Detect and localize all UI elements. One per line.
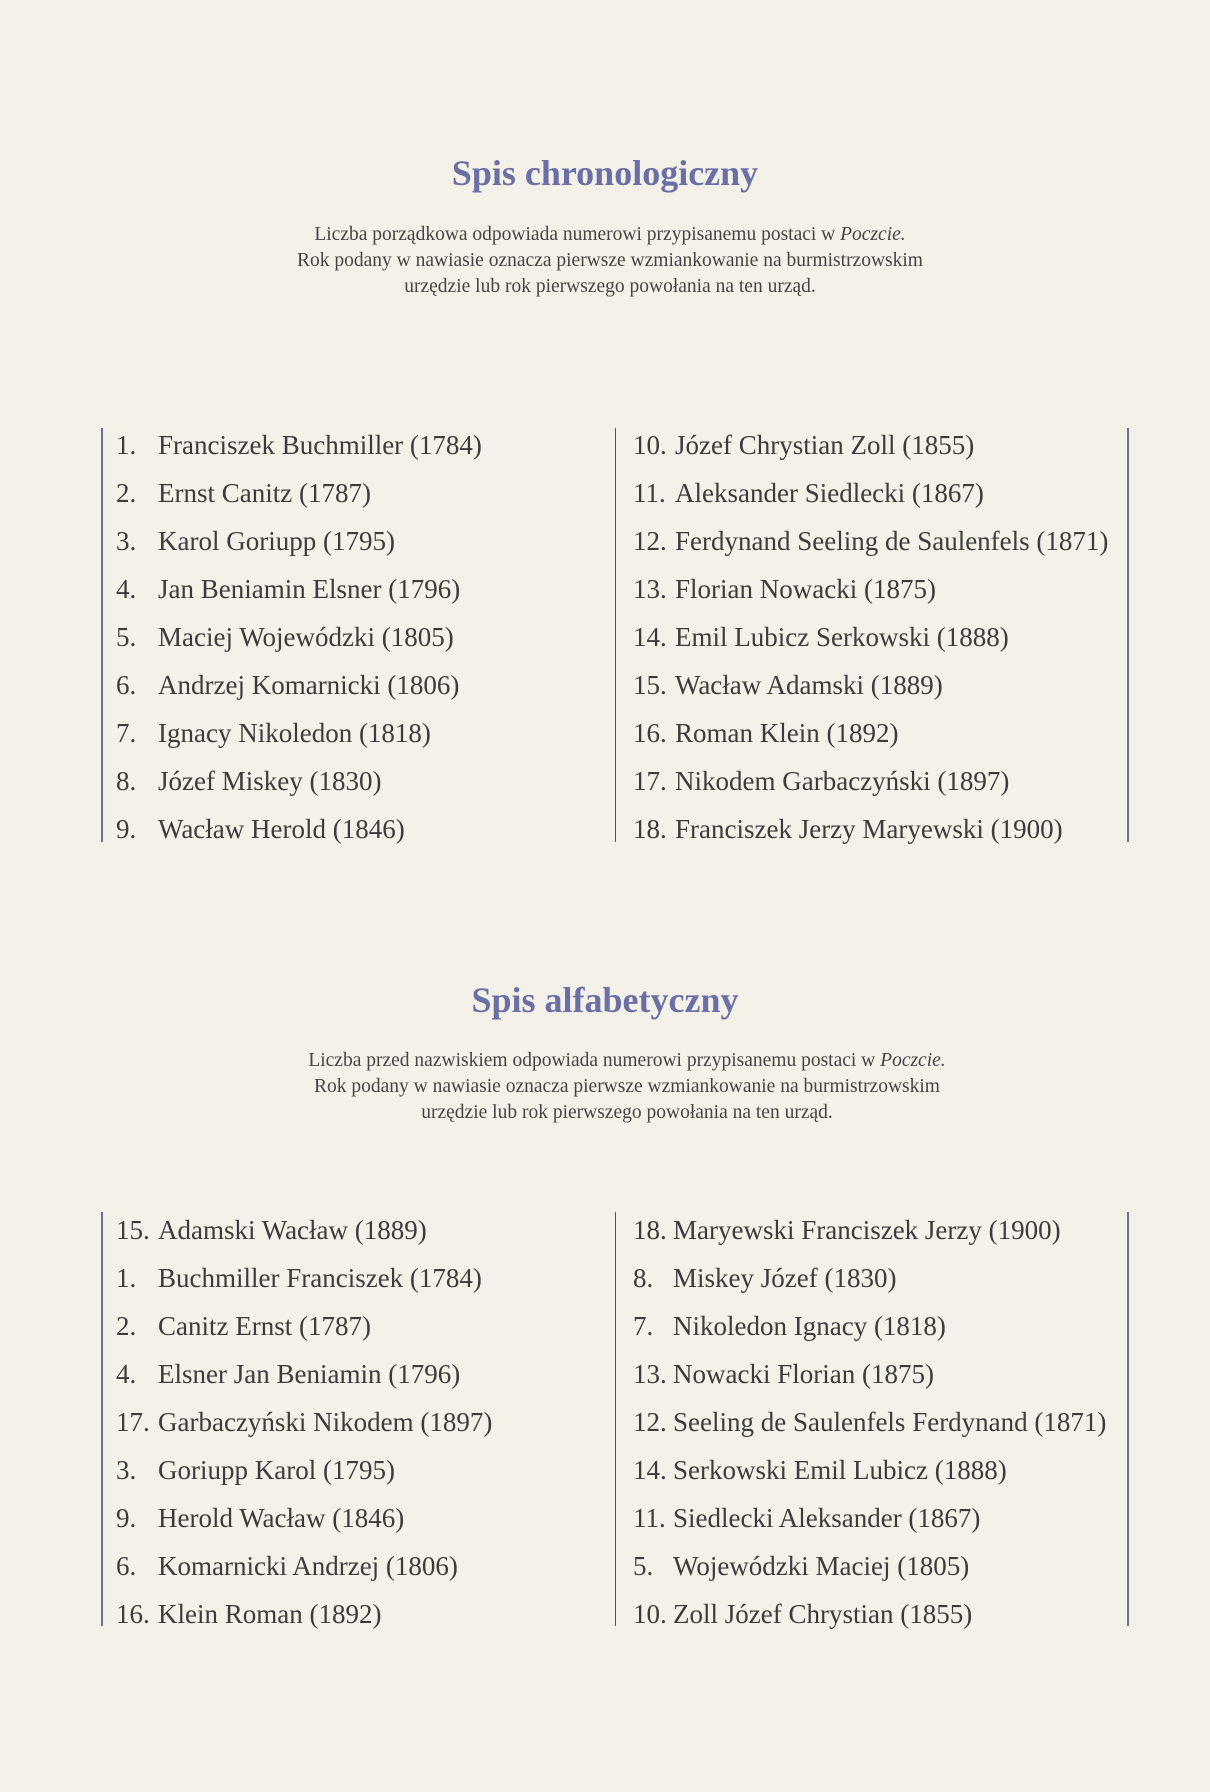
entry-name: Ferdynand Seeling de Saulenfels (1871) [675, 526, 1109, 556]
entry-name: Józef Chrystian Zoll (1855) [675, 430, 975, 460]
entry-name: Emil Lubicz Serkowski (1888) [675, 622, 1009, 652]
list-item [633, 805, 1108, 853]
list-item [633, 1350, 1106, 1398]
entry-number: 2. [116, 478, 137, 508]
entry-number: 7. [116, 718, 137, 748]
chronological-title: Spis chronologiczny [451, 153, 759, 193]
list-item [116, 661, 482, 709]
alphabetical-title: Spis alfabetyczny [471, 980, 739, 1020]
entry-name: Nikodem Garbaczyński (1897) [675, 766, 1010, 796]
alphabetical-right-rule [1127, 1212, 1129, 1626]
alphabetical-middle-rule [615, 1212, 616, 1626]
entry-name: Elsner Jan Beniamin (1796) [158, 1359, 461, 1389]
list-item [633, 661, 1108, 709]
list-item [116, 1494, 492, 1542]
entry-name: Goriupp Karol (1795) [158, 1455, 395, 1485]
entry-number: 18. [633, 814, 667, 844]
entry-number: 13. [633, 1359, 667, 1389]
entry-number: 4. [116, 574, 137, 604]
alphabetical-list-right [633, 1206, 1106, 1638]
entry-name: Maryewski Franciszek Jerzy (1900) [673, 1215, 1061, 1245]
entry-number: 8. [633, 1263, 654, 1293]
chronological-middle-rule [615, 428, 616, 842]
entry-name: Garbaczyński Nikodem (1897) [158, 1407, 493, 1437]
entry-number: 14. [633, 622, 667, 652]
entry-number: 12. [633, 526, 667, 556]
entry-name: Buchmiller Franciszek (1784) [158, 1263, 482, 1293]
list-item [633, 565, 1108, 613]
list-item [633, 469, 1108, 517]
entry-number: 16. [633, 718, 667, 748]
chronological-intro-line-2: Rok podany w nawiasie oznacza pierwsze wzmiankowanie na burmistrzowskim [297, 250, 923, 271]
entry-number: 6. [116, 670, 137, 700]
entry-number: 5. [633, 1551, 654, 1581]
entry-name: Wojewódzki Maciej (1805) [673, 1551, 970, 1581]
entry-number: 15. [116, 1215, 150, 1245]
entry-number: 9. [116, 1503, 137, 1533]
entry-name: Aleksander Siedlecki (1867) [675, 478, 984, 508]
chronological-list-right [633, 421, 1108, 853]
entry-name: Wacław Adamski (1889) [675, 670, 943, 700]
entry-name: Adamski Wacław (1889) [158, 1215, 427, 1245]
entry-number: 11. [633, 478, 666, 508]
list-item [116, 1590, 492, 1638]
list-item [116, 709, 482, 757]
chronological-left-rule [101, 428, 103, 842]
list-item [116, 565, 482, 613]
list-item [116, 1542, 492, 1590]
entry-number: 5. [116, 622, 137, 652]
entry-number: 1. [116, 1263, 137, 1293]
entry-number: 10. [633, 430, 667, 460]
entry-number: 8. [116, 766, 137, 796]
entry-name: Roman Klein (1892) [675, 718, 899, 748]
entry-number: 14. [633, 1455, 667, 1485]
alphabetical-intro-line-3: urzędzie lub rok pierwszego powołania na ten urząd. [421, 1102, 833, 1123]
list-item [633, 1302, 1106, 1350]
entry-number: 13. [633, 574, 667, 604]
entry-number: 12. [633, 1407, 667, 1437]
entry-name: Maciej Wojewódzki (1805) [158, 622, 454, 652]
entry-name: Klein Roman (1892) [158, 1599, 382, 1629]
entry-name: Zoll Józef Chrystian (1855) [673, 1599, 973, 1629]
entry-number: 1. [116, 430, 137, 460]
entry-name: Andrzej Komarnicki (1806) [158, 670, 460, 700]
list-item [116, 757, 482, 805]
entry-name: Komarnicki Andrzej (1806) [158, 1551, 458, 1581]
entry-number: 11. [633, 1503, 666, 1533]
chronological-intro-line-1: Liczba porządkowa odpowiada numerowi przypisanemu postaci w Poczcie. [314, 224, 906, 245]
list-item [116, 1398, 492, 1446]
entry-number: 6. [116, 1551, 137, 1581]
list-item [633, 1206, 1106, 1254]
alphabetical-intro-line-1: Liczba przed nazwiskiem odpowiada numerowi przypisanemu postaci w Poczcie. [308, 1050, 946, 1071]
alphabetical-list-left [116, 1206, 492, 1638]
list-item [116, 613, 482, 661]
entry-name: Nikoledon Ignacy (1818) [673, 1311, 946, 1341]
entry-number: 7. [633, 1311, 654, 1341]
entry-number: 2. [116, 1311, 137, 1341]
list-item [116, 1350, 492, 1398]
alphabetical-left-rule [101, 1212, 103, 1626]
entry-name: Canitz Ernst (1787) [158, 1311, 371, 1341]
list-item [633, 709, 1108, 757]
entry-name: Siedlecki Aleksander (1867) [673, 1503, 981, 1533]
entry-number: 16. [116, 1599, 150, 1629]
entry-name: Miskey Józef (1830) [673, 1263, 897, 1293]
entry-name: Wacław Herold (1846) [158, 814, 405, 844]
chronological-list-left [116, 421, 482, 853]
list-item [633, 1254, 1106, 1302]
alphabetical-intro [227, 1048, 1027, 1126]
entry-name: Nowacki Florian (1875) [673, 1359, 934, 1389]
list-item [633, 517, 1108, 565]
list-item [633, 1590, 1106, 1638]
entry-name: Seeling de Saulenfels Ferdynand (1871) [673, 1407, 1107, 1437]
entry-name: Franciszek Buchmiller (1784) [158, 430, 482, 460]
entry-number: 17. [116, 1407, 150, 1437]
entry-number: 15. [633, 670, 667, 700]
list-item [633, 757, 1108, 805]
list-item [116, 517, 482, 565]
entry-number: 9. [116, 814, 137, 844]
entry-name: Herold Wacław (1846) [158, 1503, 405, 1533]
list-item [633, 1446, 1106, 1494]
chronological-intro [210, 222, 1010, 300]
list-item [116, 1446, 492, 1494]
entry-name: Ernst Canitz (1787) [158, 478, 371, 508]
list-item [116, 805, 482, 853]
entry-name: Karol Goriupp (1795) [158, 526, 395, 556]
entry-number: 3. [116, 526, 137, 556]
entry-name: Florian Nowacki (1875) [675, 574, 936, 604]
entry-name: Franciszek Jerzy Maryewski (1900) [675, 814, 1063, 844]
chronological-intro-line-3: urzędzie lub rok pierwszego powołania na ten urząd. [404, 276, 816, 297]
entry-name: Serkowski Emil Lubicz (1888) [673, 1455, 1007, 1485]
entry-number: 17. [633, 766, 667, 796]
entry-number: 3. [116, 1455, 137, 1485]
list-item [116, 1254, 492, 1302]
chronological-right-rule [1127, 428, 1129, 842]
entry-name: Ignacy Nikoledon (1818) [158, 718, 431, 748]
entry-name: Jan Beniamin Elsner (1796) [158, 574, 461, 604]
list-item [116, 1302, 492, 1350]
list-item [633, 1542, 1106, 1590]
entry-number: 18. [633, 1215, 667, 1245]
entry-number: 10. [633, 1599, 667, 1629]
list-item [116, 469, 482, 517]
list-item [633, 1398, 1106, 1446]
list-item [633, 1494, 1106, 1542]
list-item [116, 421, 482, 469]
alphabetical-intro-line-2: Rok podany w nawiasie oznacza pierwsze wzmiankowanie na burmistrzowskim [314, 1076, 940, 1097]
list-item [116, 1206, 492, 1254]
entry-number: 4. [116, 1359, 137, 1389]
entry-name: Józef Miskey (1830) [158, 766, 382, 796]
list-item [633, 421, 1108, 469]
list-item [633, 613, 1108, 661]
